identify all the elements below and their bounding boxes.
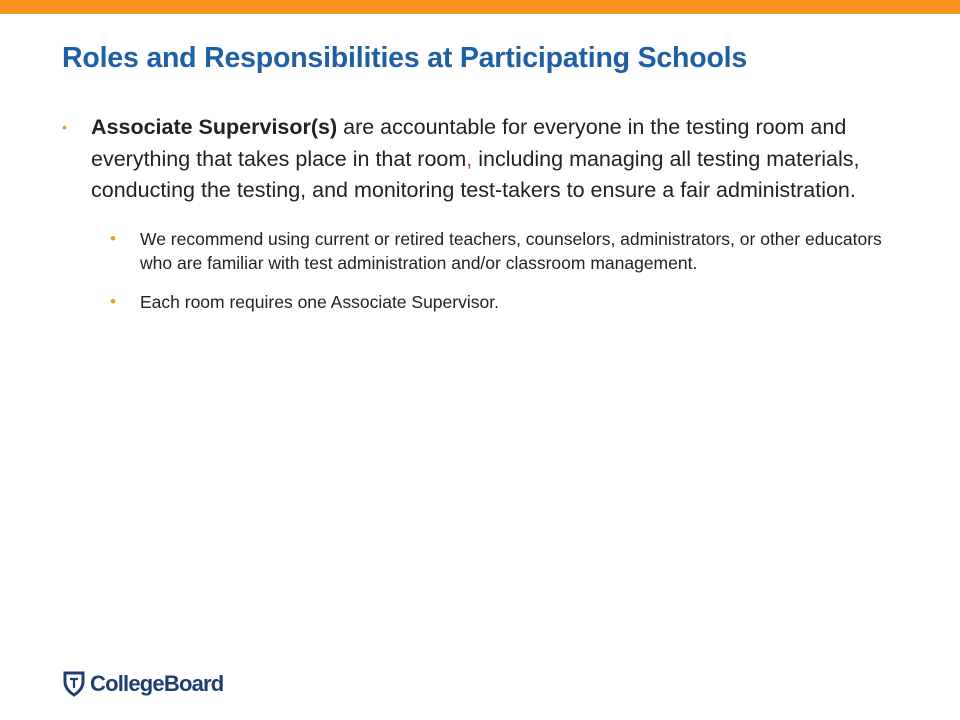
sub-bullet-item bbox=[110, 290, 902, 315]
bullet-marker: • bbox=[110, 228, 116, 248]
sub-bullet-text: Each room requires one Associate Supervisor. bbox=[140, 291, 499, 312]
sub-bullet-text: We recommend using current or retired teachers, counselors, administrators, or other educators who are familiar with test administration and/or classroom management. bbox=[140, 228, 882, 273]
slide-title: Roles and Responsibilities at Participating Schools bbox=[62, 42, 748, 74]
sub-bullet-list bbox=[62, 227, 902, 315]
bullet-marker: • bbox=[110, 291, 116, 311]
logo-wordmark: CollegeBoard bbox=[90, 671, 224, 696]
acorn-shield-icon bbox=[62, 670, 86, 698]
bullet-text-part1: are accountable for everyone in the testing room and everything that takes place in that room bbox=[91, 115, 847, 171]
bullet-bold-lead: Associate Supervisor(s) bbox=[91, 115, 338, 139]
slide-content bbox=[62, 112, 902, 328]
bullet-marker: • bbox=[62, 119, 67, 135]
main-bullet bbox=[62, 112, 902, 207]
college-board-logo bbox=[62, 664, 223, 704]
bullet-red-comma: , bbox=[466, 146, 473, 171]
bullet-text-part2: including managing all testing materials, conducting the testing, and monitoring test-takers to ensure a fair administration. bbox=[91, 146, 860, 202]
top-accent-bar bbox=[0, 0, 960, 14]
sub-bullet-item bbox=[110, 227, 902, 276]
